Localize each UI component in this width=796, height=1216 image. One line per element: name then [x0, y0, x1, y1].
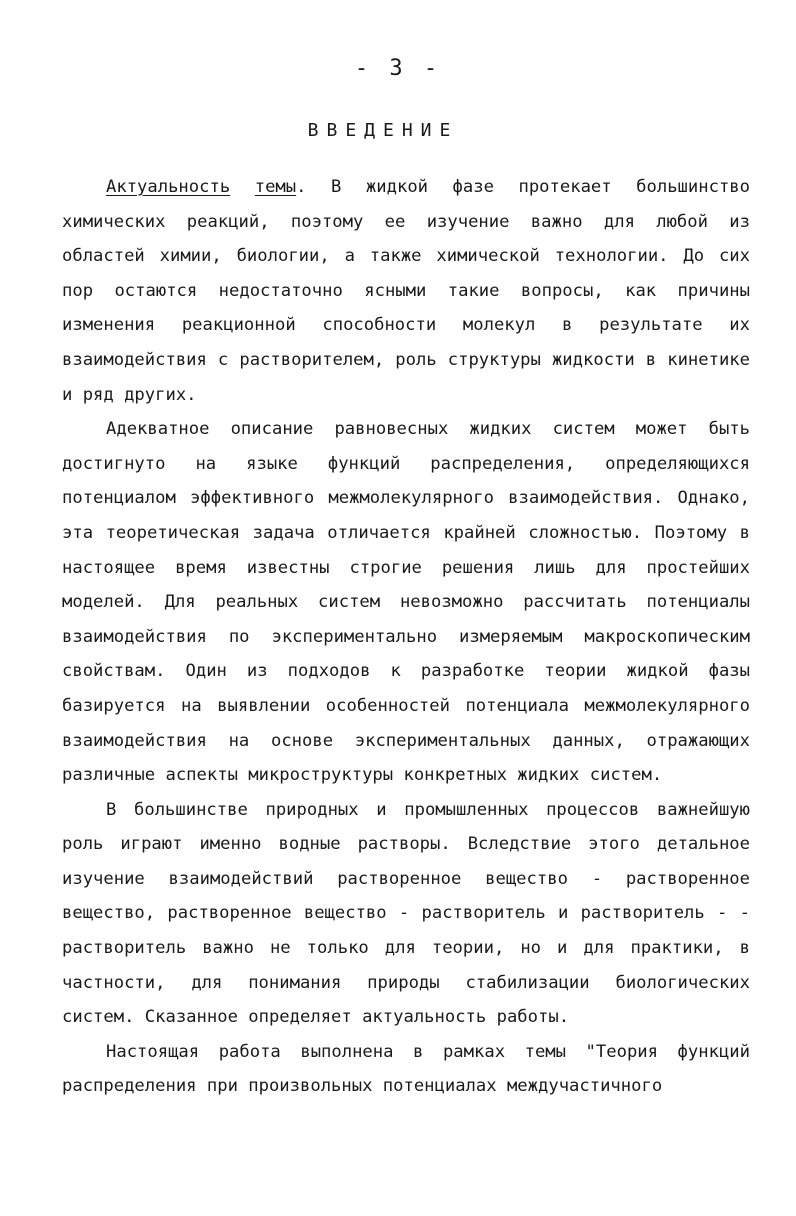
underlined-term-relevance: Актуальность: [106, 177, 231, 197]
body-text: [62, 170, 750, 1104]
paragraph-distribution-functions: Адекватное описание равновесных жидких систем может быть достигнуто на языке функций распределения, определяющихся потенциалом эффективного межмолекулярного взаимодействия. Однако, эта теоретическая задача отличается крайней сложностью. Поэтому в настоящее время известны строгие решения лишь для простейших моделей. Для реальных систем невозможно рассчитать потенциалы взаимодействия по экспериментально измеряемым макроскопическим свойствам. Один из подходов к разработке теории жидкой фазы базируется на выявлении особенностей потенциала межмолекулярного взаимодействия на основе экспериментальных данных, отражающих различные аспекты микроструктуры конкретных жидких систем.: [62, 419, 750, 786]
underlined-term-topic: темы: [254, 177, 297, 197]
section-heading: ВВЕДЕНИЕ: [307, 120, 459, 141]
page-number: - 3 -: [354, 56, 442, 81]
paragraph-aqueous-solutions: В большинстве природных и промышленных процессов важнейшую роль играют именно водные растворы. Вследствие этого детальное изучение взаимодействий растворенное вещество - растворенное вещество, растворенное вещество - растворитель и растворитель - - растворитель важно не только для теории, но и для практики, в частности, для понимания природы стабилизации биологических систем. Сказанное определяет актуальность работы.: [62, 799, 750, 1028]
paragraph-research-context: Настоящая работа выполнена в рамках темы "Теория функций распределения при произвольных потенциалах междучастичного: [62, 1041, 750, 1097]
paragraph-relevance: [62, 170, 750, 412]
paragraph-relevance-text: . В жидкой фазе протекает большинство химических реакций, поэтому ее изучение важно для любой из областей химии, биологии, а также химической технологии. До сих пор остаются недостаточно ясными такие вопросы, как причины изменения реакционной способности молекул в результате их взаимодействия с растворителем, роль структуры жидкости в кинетике и ряд других.: [62, 177, 750, 405]
